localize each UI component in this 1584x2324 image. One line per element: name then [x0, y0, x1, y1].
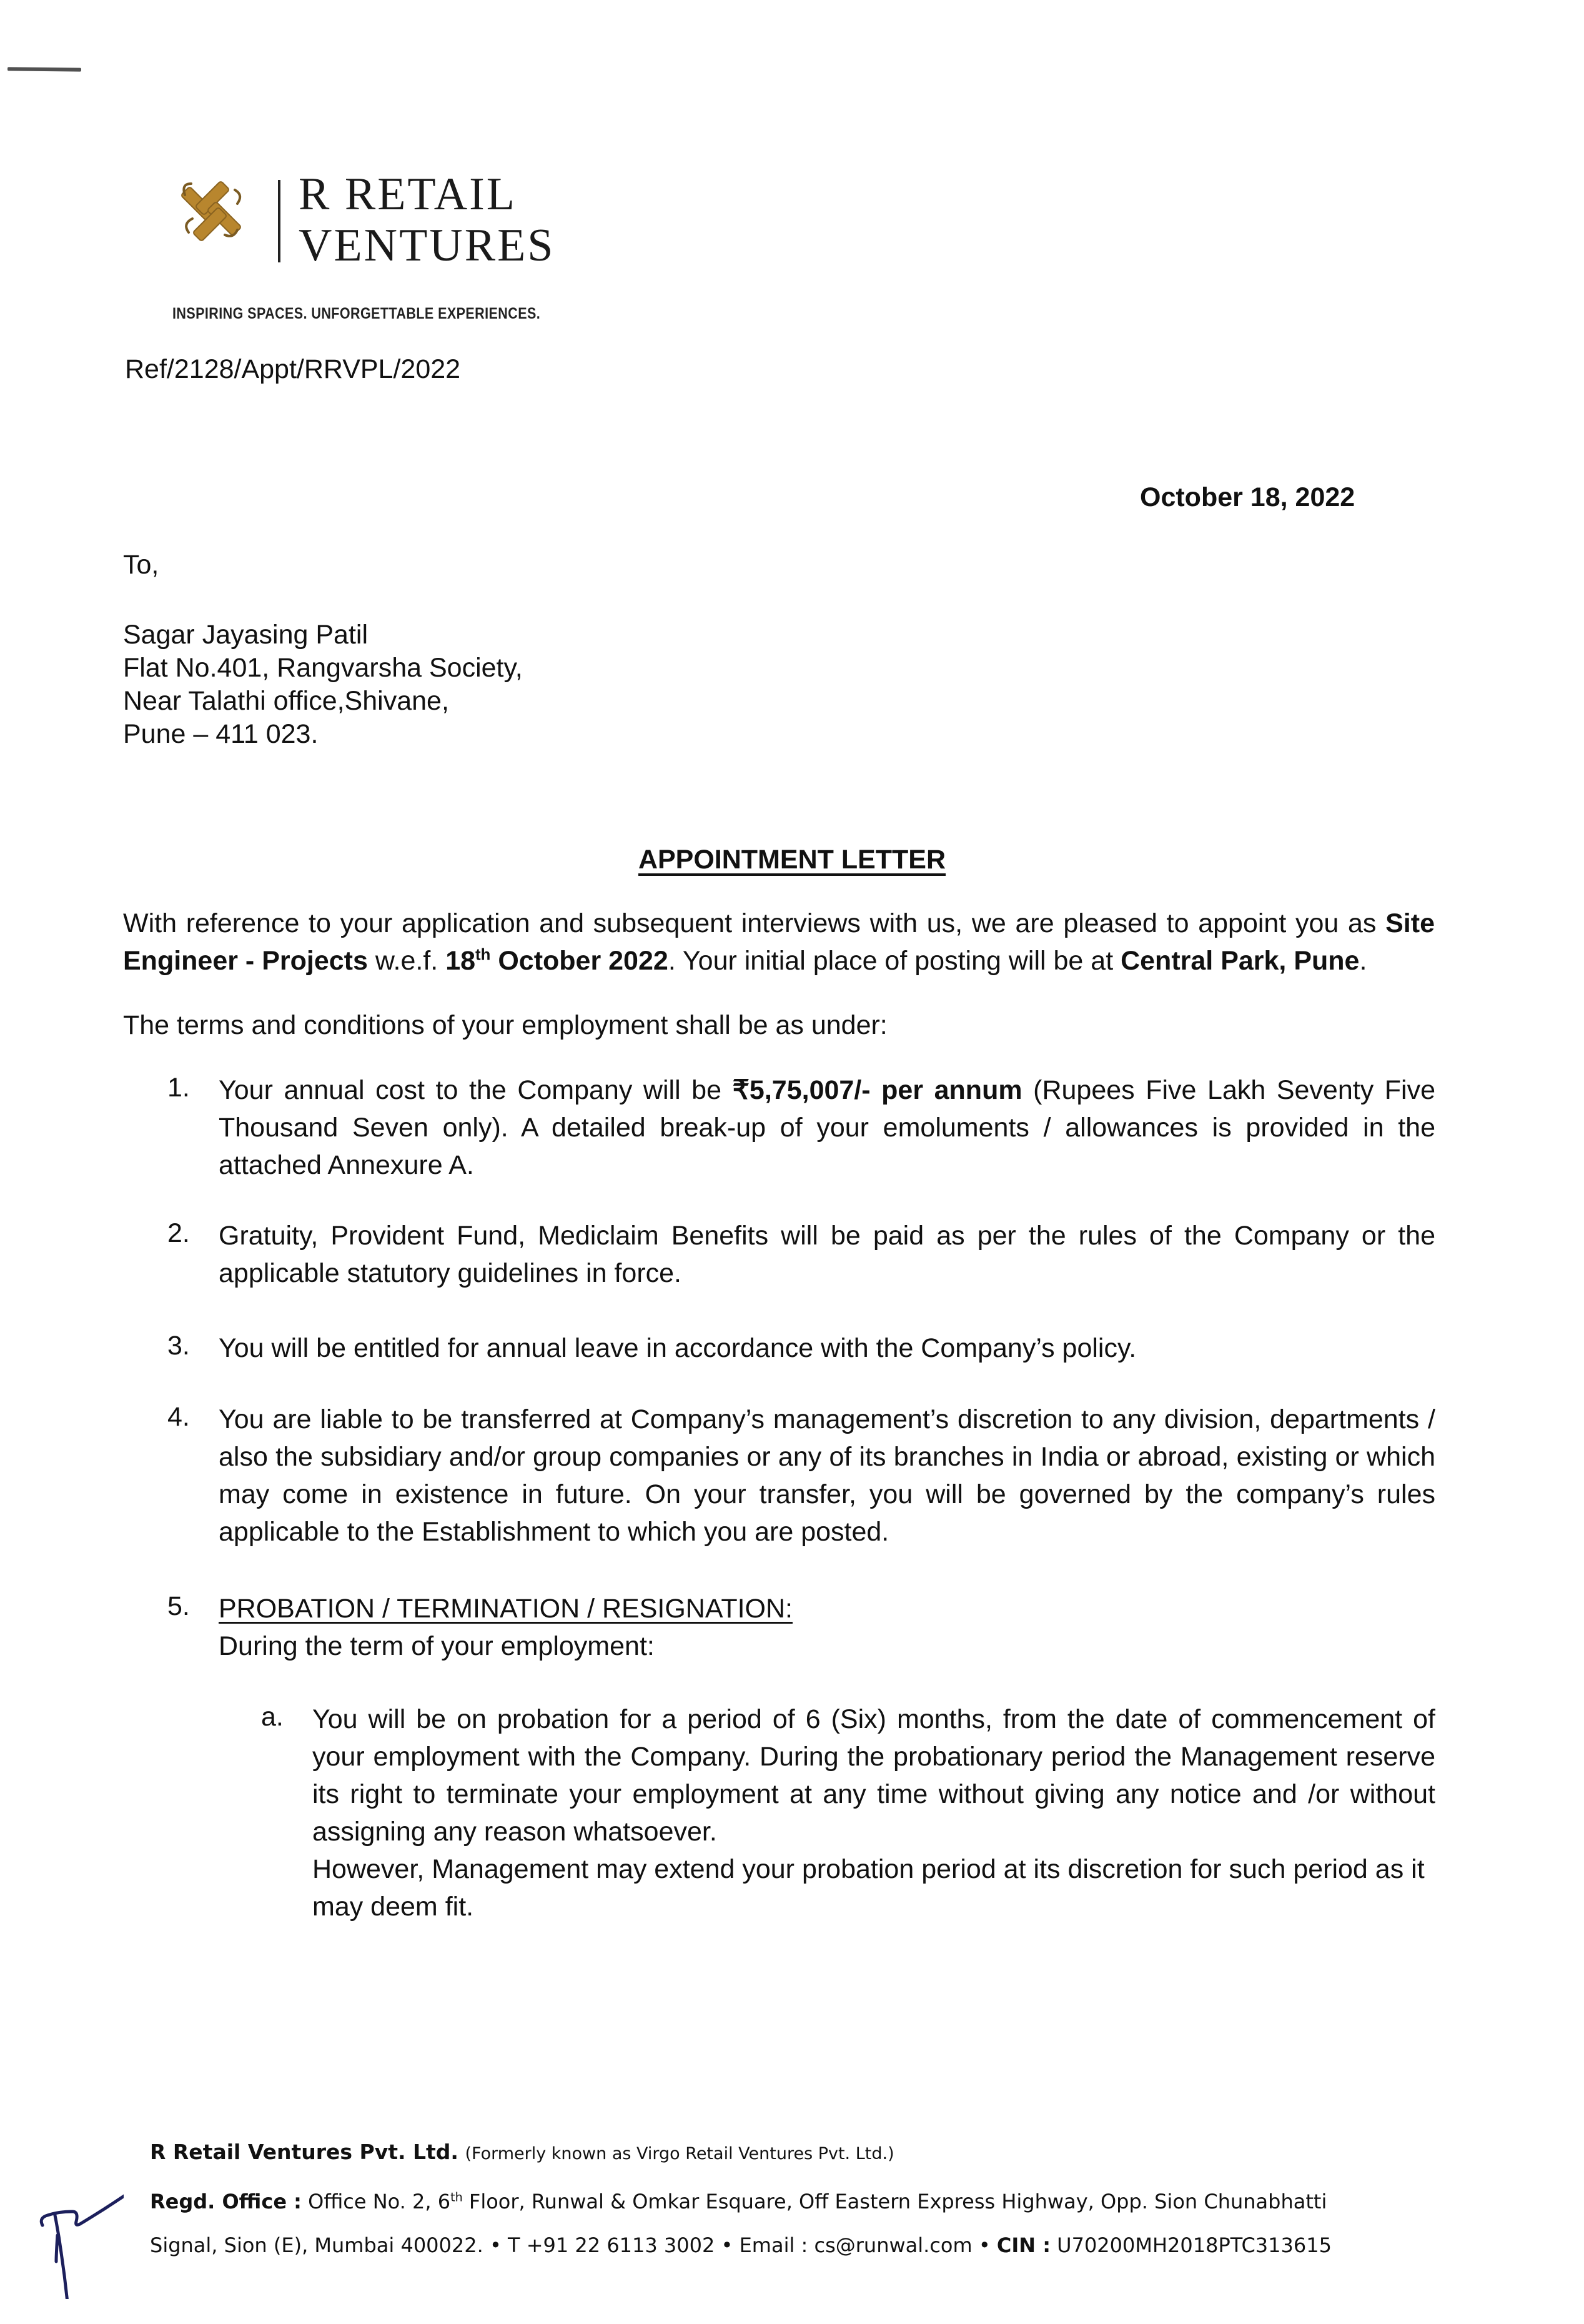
- recipient-name: Sagar Jayasing Patil: [123, 620, 368, 650]
- probation-heading: PROBATION / TERMINATION / RESIGNATION:: [219, 1594, 793, 1624]
- subitem-text: [312, 1701, 1435, 1925]
- company-brand-name: [299, 169, 555, 271]
- recipient-address-block: [123, 618, 523, 751]
- term-number: 5.: [167, 1591, 190, 1621]
- company-logo-icon: [167, 167, 255, 255]
- probation-extension-clause: However, Management may extend your probation period at its discretion for such period as it may deem fit.: [312, 1854, 1425, 1922]
- footer-company-line: [150, 2140, 1437, 2164]
- footer-address-contact: Signal, Sion (E), Mumbai 400022. • T +91 22 6113 3002 • Email : cs@runwal.com •: [150, 2233, 997, 2257]
- company-tagline: INSPIRING SPACES. UNFORGETTABLE EXPERIENCES.: [172, 305, 541, 322]
- subitem-label: a.: [261, 1702, 284, 1732]
- term-number: 1.: [167, 1073, 190, 1103]
- cin-value: U70200MH2018PTC313615: [1050, 2233, 1332, 2257]
- subitem-a: [261, 1701, 1435, 1925]
- ctc-amount: ₹5,75,007/- per annum: [732, 1075, 1022, 1105]
- intro-paragraph: With reference to your application and subsequent interviews with us, we are pleased to appoint you as Site Engineer - Projects w.e.f. 18th October 2022. Your initial place of posting will be at Central Park, Pune.: [123, 908, 1435, 976]
- term-item-5: [167, 1590, 1435, 1665]
- term-text: You are liable to be transferred at Company’s management’s discretion to any division, departments / also the subsidiary and/or group companies or any of its branches in India or abroad, existing or which may come in existence in future. On your transfer, you will be governed by the company’s rules applicable to the Establishment to which you are posted.: [219, 1404, 1435, 1547]
- term-number: 3.: [167, 1331, 190, 1361]
- intro-text: . Your initial place of posting will be at: [668, 946, 1121, 976]
- reference-number: Ref/2128/Appt/RRVPL/2022: [125, 354, 461, 384]
- term-item-1: [167, 1071, 1435, 1184]
- document-title: APPOINTMENT LETTER: [638, 845, 946, 875]
- footer-former-name: (Formerly known as Virgo Retail Ventures Pvt. Ltd.): [465, 2144, 894, 2163]
- term-number: 4.: [167, 1402, 190, 1432]
- address-line: Near Talathi office,Shivane,: [123, 686, 449, 716]
- address-line: Flat No.401, Rangvarsha Society,: [123, 653, 523, 683]
- footer-company-name: R Retail Ventures Pvt. Ltd.: [150, 2140, 458, 2164]
- brand-line-1: R RETAIL: [299, 169, 517, 220]
- intro-text: With reference to your application and subsequent interviews with us, we are pleased to appoint you as: [123, 908, 1386, 938]
- handwritten-initials-icon: [17, 2174, 124, 2299]
- designation: Site Engineer - Projects: [123, 908, 1435, 976]
- address-line: Pune – 411 023.: [123, 719, 319, 749]
- cin-label: CIN :: [996, 2233, 1051, 2257]
- term-item-4: [167, 1401, 1435, 1551]
- term-item-2: [167, 1217, 1435, 1292]
- logo-divider: [278, 180, 280, 262]
- term-text: Gratuity, Provident Fund, Mediclaim Benefits will be paid as per the rules of the Company or the applicable statutory guidelines in force.: [219, 1221, 1435, 1288]
- probation-clause: You will be on probation for a period of 6 (Six) months, from the date of commencement of your employment with the Company. During the probationary period the Management reserve its right to terminate your employment at any time without giving any notice and /or without assigning any reason whatsoever.: [312, 1704, 1435, 1847]
- term-text: You will be entitled for annual leave in accordance with the Company’s policy.: [219, 1333, 1137, 1363]
- footer-contact-line: [150, 2233, 1437, 2257]
- letter-date: October 18, 2022: [1140, 482, 1355, 512]
- posting-location: Central Park, Pune: [1121, 946, 1360, 976]
- probation-subtext: During the term of your employment:: [219, 1631, 655, 1661]
- term-number: 2.: [167, 1218, 190, 1248]
- salutation: To,: [123, 550, 159, 580]
- footer-registered-office: Regd. Office : Office No. 2, 6th Floor, Runwal & Omkar Esquare, Off Eastern Express Highway, Opp. Sion Chunabhatti: [150, 2190, 1327, 2213]
- brand-line-2: VENTURES: [299, 220, 555, 271]
- term-item-3: [167, 1329, 1435, 1367]
- term-body: [219, 1590, 1435, 1665]
- scan-artifact-line: [7, 67, 81, 71]
- intro-text: w.e.f.: [367, 946, 446, 976]
- term-text: Your annual cost to the Company will be ₹5,75,007/- per annum (Rupees Five Lakh Seventy Five Thousand Seven only). A detailed break-up of your emoluments / allowances is provided in the attached Annexure A.: [219, 1075, 1435, 1180]
- terms-intro: The terms and conditions of your employment shall be as under:: [123, 1010, 888, 1040]
- regd-office-label: Regd. Office :: [150, 2190, 302, 2213]
- start-date: 18th October 2022: [445, 946, 668, 976]
